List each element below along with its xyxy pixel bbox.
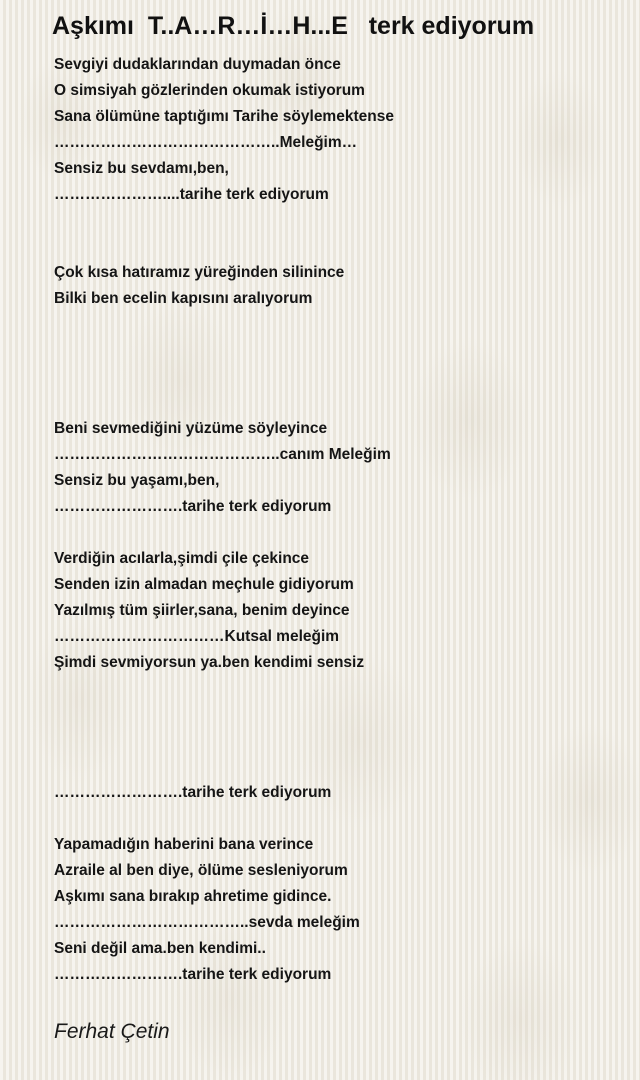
poem-line: Yapamadığın haberini bana verince	[54, 836, 314, 853]
blank-line	[54, 728, 624, 754]
poem-line: Beni sevmediğini yüzüme söyleyince	[54, 420, 328, 437]
poem-author: Ferhat Çetin	[54, 1020, 170, 1043]
poem-line: Verdiğin acılarla,şimdi çile çekince	[54, 550, 310, 567]
poem-line: …………………....tarihe terk ediyorum	[54, 186, 329, 203]
poem-line: Sana ölümüne taptığımı Tarihe söylemektense	[54, 108, 394, 125]
poem-line: …………………….tarihe terk ediyorum	[54, 498, 332, 515]
blank-line	[54, 312, 624, 338]
poem-line: ……………………………Kutsal meleğim	[54, 628, 340, 645]
poem-line: ……………………………………..Meleğim…	[54, 134, 358, 151]
poem-line: …………………….tarihe terk ediyorum	[54, 966, 332, 983]
poem-line: Azraile al ben diye, ölüme sesleniyorum	[54, 862, 348, 879]
poem-line: Senden izin almadan meçhule gidiyorum	[54, 576, 354, 593]
blank-line	[54, 208, 624, 234]
poem-line: O simsiyah gözlerinden okumak istiyorum	[54, 82, 365, 99]
poem-body	[54, 52, 624, 988]
poem-line: Çok kısa hatıramız yüreğinden silinince	[54, 264, 345, 281]
poem-line: Şimdi sevmiyorsun ya.ben kendimi sensiz	[54, 654, 365, 671]
poem-line: Bilki ben ecelin kapısını aralıyorum	[54, 290, 313, 307]
blank-line	[54, 754, 624, 780]
poem-line: ……………………………………..canım Meleğim	[54, 446, 391, 463]
blank-line	[54, 702, 624, 728]
poem-line: Sevgiyi dudaklarından duymadan önce	[54, 56, 341, 73]
poem-line: Sensiz bu sevdamı,ben,	[54, 160, 229, 177]
poem-line: Aşkımı sana bırakıp ahretime gidince.	[54, 888, 332, 905]
poem-line: Sensiz bu yaşamı,ben,	[54, 472, 220, 489]
blank-line	[54, 520, 624, 546]
blank-line	[54, 806, 624, 832]
poem-line: Yazılmış tüm şiirler,sana, benim deyince	[54, 602, 350, 619]
poem-line: Seni değil ama.ben kendimi..	[54, 940, 266, 957]
poem-title: Aşkımı T..A…R…İ…H...E terk ediyorum	[52, 12, 535, 40]
blank-line	[54, 364, 624, 390]
blank-line	[54, 338, 624, 364]
poem-line: …………………….tarihe terk ediyorum	[54, 784, 332, 801]
blank-line	[54, 676, 624, 702]
blank-line	[54, 390, 624, 416]
blank-line	[54, 234, 624, 260]
poem-line: ………………………………..sevda meleğim	[54, 914, 360, 931]
